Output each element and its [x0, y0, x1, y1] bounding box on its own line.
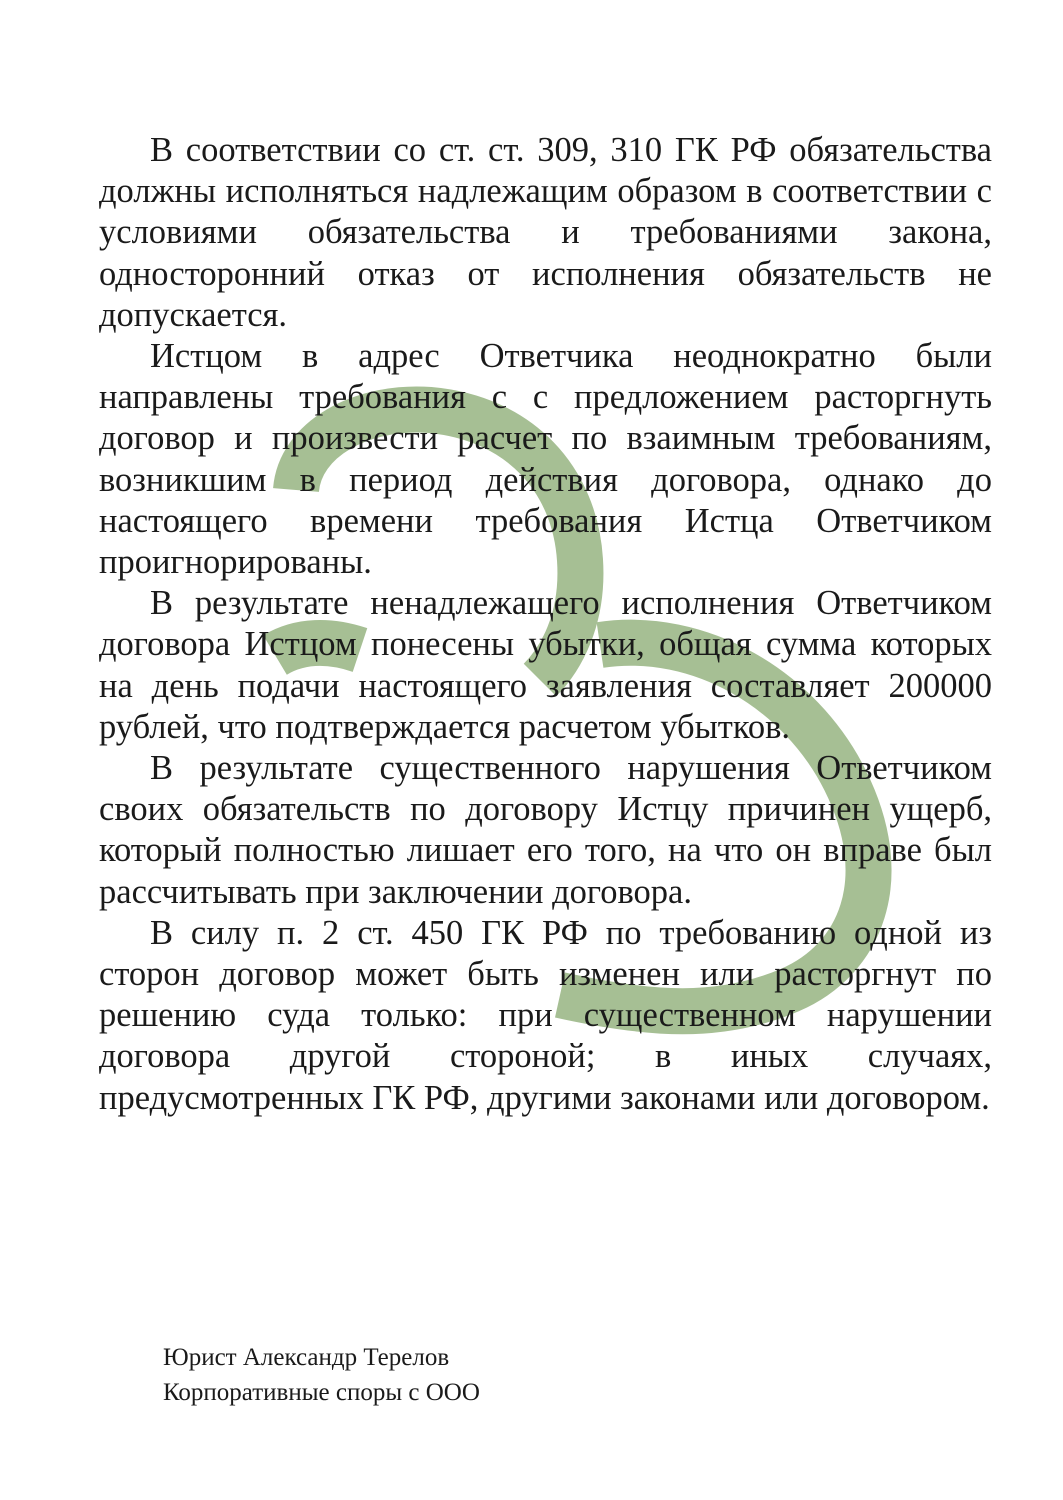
signature-author: Юрист Александр Терелов [163, 1344, 450, 1371]
paragraph-losses: В результате ненадлежащего исполнения Ответчиком договора Истцом понесены убытки, общая сумма которых на день подачи настоящего заявления составляет 200000 рублей, что подтверждается расчетом убытков. [99, 584, 992, 746]
paragraph-obligations: В соответствии со ст. ст. 309, 310 ГК РФ обязательства должны исполняться надлежащим образом в соответствии с условиями обязательства и требованиями закона, односторонний отказ от исполнения обязательств не допускается. [99, 131, 992, 334]
paragraph-claims: Истцом в адрес Ответчика неоднократно были направлены требования с с предложением расторгнуть договор и произвести расчет по взаимным требованиям, возникшим в период действия договора, однако до настоящего времени требования Истца Ответчиком проигнорированы. [99, 337, 992, 582]
signature-block [163, 1340, 480, 1410]
paragraph-termination: В силу п. 2 ст. 450 ГК РФ по требованию одной из сторон договор может быть изменен или расторгнут по решению суда только: при существенном нарушении договора другой стороной; в иных случаях, предусмотренных ГК РФ, другими законами или договором. [99, 913, 992, 1117]
document-body [99, 130, 992, 1119]
signature-subtitle: Корпоративные споры с ООО [163, 1379, 480, 1406]
paragraph-damage: В результате существенного нарушения Ответчиком своих обязательств по договору Истцу причинен ущерб, который полностью лишает его того, на что он вправе был рассчитывать при заключении договора. [99, 749, 992, 911]
